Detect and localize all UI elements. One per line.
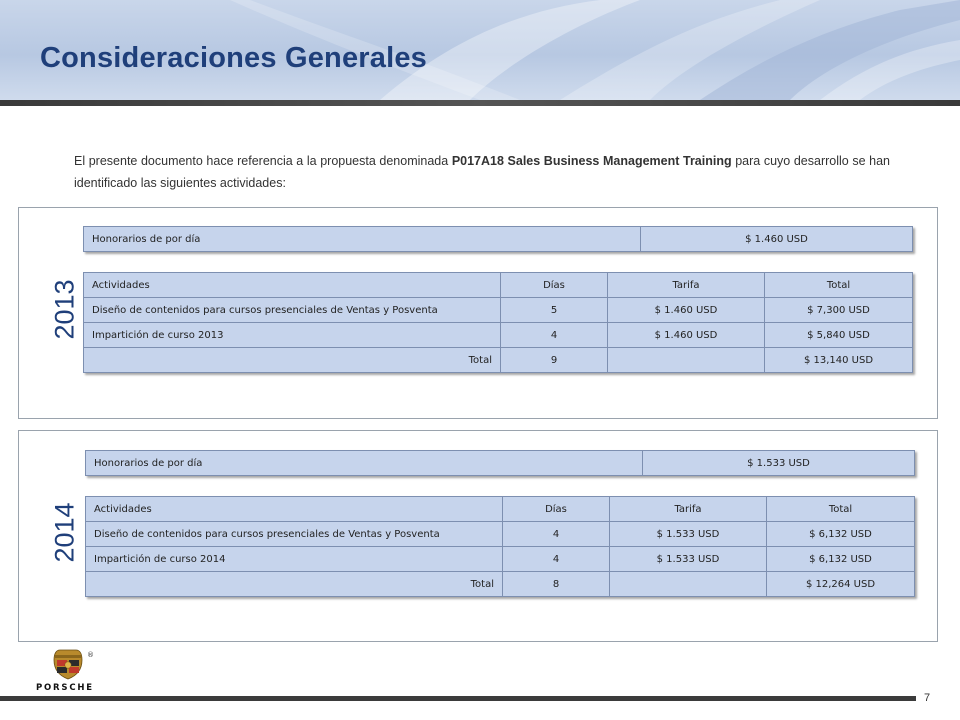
porsche-crest-icon — [54, 650, 82, 679]
column-header: Tarifa — [608, 273, 765, 298]
rate-cell: $ 1.460 USD — [608, 298, 765, 323]
table-row — [86, 547, 915, 572]
fee-value: $ 1.460 USD — [641, 227, 913, 252]
total-cell: $ 5,840 USD — [765, 323, 913, 348]
days-cell: 4 — [503, 547, 610, 572]
page-number: 7 — [924, 692, 931, 704]
header-banner — [0, 0, 960, 100]
daily-fee-table — [85, 450, 915, 476]
activity-cell: Impartición de curso 2014 — [86, 547, 503, 572]
table-header-row — [86, 497, 915, 522]
total-cell: $ 6,132 USD — [767, 547, 915, 572]
column-header: Total — [767, 497, 915, 522]
intro-text-after: para cuyo desarrollo se han identificado las siguientes actividades: — [74, 154, 891, 190]
header-divider — [0, 100, 960, 106]
total-cell: $ 7,300 USD — [765, 298, 913, 323]
table-row — [84, 323, 913, 348]
fee-value: $ 1.533 USD — [643, 451, 915, 476]
table-row — [86, 522, 915, 547]
proposal-name: P017A18 Sales Business Management Training — [451, 154, 732, 168]
table-row — [84, 298, 913, 323]
activity-cell: Impartición de curso 2013 — [84, 323, 501, 348]
days-cell: 5 — [501, 298, 608, 323]
table-total-row — [84, 348, 913, 373]
total-amount: $ 12,264 USD — [767, 572, 915, 597]
column-header: Actividades — [84, 273, 501, 298]
column-header: Días — [501, 273, 608, 298]
days-cell: 4 — [503, 522, 610, 547]
section-2013-panel — [18, 207, 938, 419]
rate-cell: $ 1.533 USD — [610, 522, 767, 547]
table-header-row — [84, 273, 913, 298]
activity-cell: Diseño de contenidos para cursos presenciales de Ventas y Posventa — [86, 522, 503, 547]
column-header: Total — [765, 273, 913, 298]
days-cell: 4 — [501, 323, 608, 348]
intro-paragraph — [74, 150, 890, 194]
rate-cell: $ 1.533 USD — [610, 547, 767, 572]
column-header: Días — [503, 497, 610, 522]
table-row — [86, 451, 915, 476]
porsche-logo — [34, 648, 114, 694]
total-cell: $ 6,132 USD — [767, 522, 915, 547]
total-days: 9 — [501, 348, 608, 373]
fee-label: Honorarios de por día — [84, 227, 641, 252]
intro-text-before: El presente documento hace referencia a la propuesta denominada — [74, 154, 452, 168]
total-label: Total — [84, 348, 501, 373]
total-rate — [608, 348, 765, 373]
footer-divider — [0, 696, 916, 701]
total-amount: $ 13,140 USD — [765, 348, 913, 373]
total-rate — [610, 572, 767, 597]
fee-label: Honorarios de por día — [86, 451, 643, 476]
table-total-row — [86, 572, 915, 597]
daily-fee-table — [83, 226, 913, 252]
year-label: 2013 — [49, 279, 80, 340]
activities-table — [83, 272, 913, 373]
year-label: 2014 — [49, 502, 80, 563]
total-days: 8 — [503, 572, 610, 597]
page-title: Consideraciones Generales — [40, 42, 427, 74]
registered-mark: ® — [87, 651, 94, 659]
rate-cell: $ 1.460 USD — [608, 323, 765, 348]
activities-table — [85, 496, 915, 597]
section-2014-panel — [18, 430, 938, 642]
column-header: Tarifa — [610, 497, 767, 522]
total-label: Total — [86, 572, 503, 597]
table-row — [84, 227, 913, 252]
activity-cell: Diseño de contenidos para cursos presenciales de Ventas y Posventa — [84, 298, 501, 323]
porsche-wordmark: PORSCHE — [36, 683, 94, 693]
column-header: Actividades — [86, 497, 503, 522]
